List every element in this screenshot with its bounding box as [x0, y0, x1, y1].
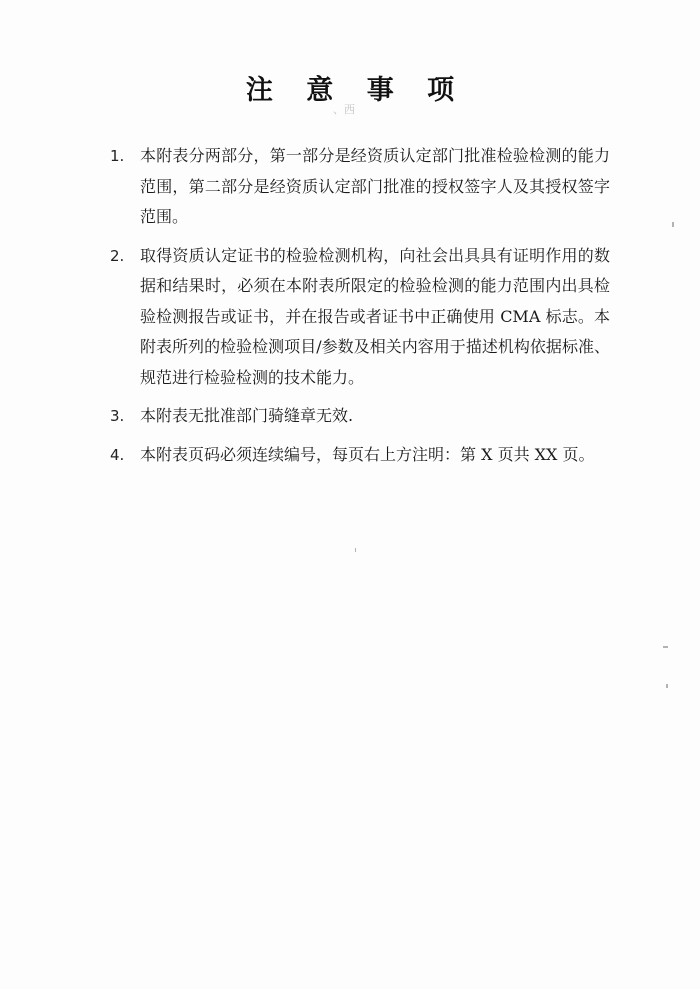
note-number: 2.	[110, 246, 125, 265]
note-number: 4.	[110, 445, 125, 464]
note-text: 本附表分两部分，第一部分是经资质认定部门批准检验检测的能力范围，第二部分是经资质认定部门批准的授权签字人及其授权签字范围。	[140, 146, 610, 226]
document-title: 注 意 事 项	[245, 75, 467, 106]
note-text: 取得资质认定证书的检验检测机构，向社会出具具有证明作用的数据和结果时，必须在本附表所限定的检验检测的能力范围内出具检验检测报告或证书，并在报告或者证书中正确使用 CMA 标志。本附表所列的检验检测项目/参数及相关内容用于描述机构依据标准、规范进行检验检测的技术能力。	[140, 245, 610, 387]
scan-speck	[355, 548, 356, 552]
notes-list	[0, 141, 700, 478]
scan-speck	[672, 222, 674, 227]
note-item	[0, 440, 700, 471]
note-number: 1.	[110, 147, 125, 165]
note-item	[0, 401, 700, 432]
note-text: 本附表页码必须连续编号，每页右上方注明：第 X 页共 XX 页。	[140, 444, 595, 464]
note-item	[0, 141, 700, 233]
faint-stamp-mark: 、西	[333, 103, 355, 116]
note-item	[0, 241, 700, 394]
scan-speck	[666, 684, 668, 688]
note-number: 3.	[110, 407, 125, 425]
note-text: 本附表无批准部门骑缝章无效.	[140, 406, 354, 425]
scan-speck	[663, 646, 668, 648]
